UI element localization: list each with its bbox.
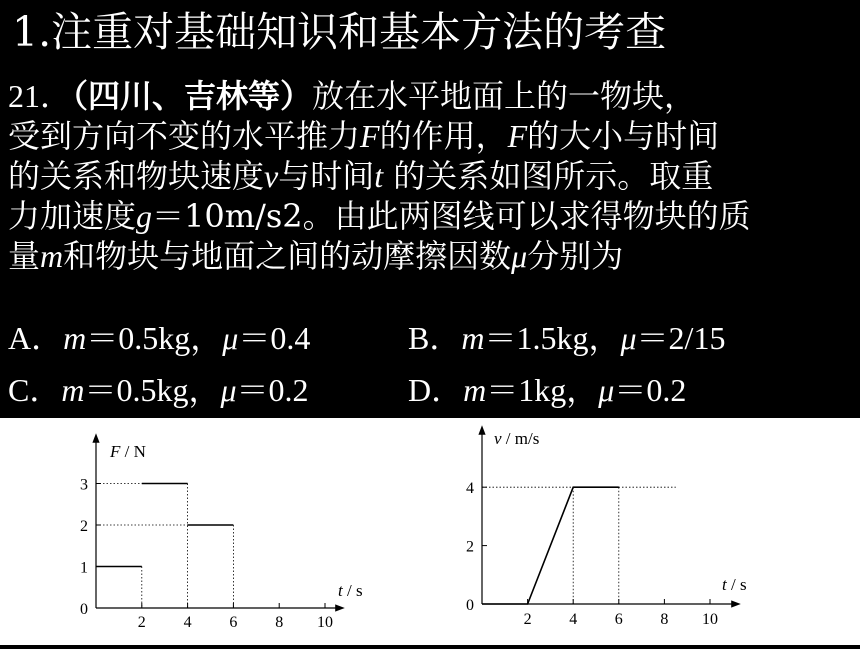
question-line-3 xyxy=(8,156,860,196)
question-text-5a: 量 xyxy=(8,237,41,275)
symbol-t: t xyxy=(374,158,384,194)
force-y-label: F / N xyxy=(110,442,146,461)
option-b[interactable] xyxy=(408,312,725,364)
velocity-y-tick-label: 4 xyxy=(466,480,474,498)
velocity-y-label: v / m/s xyxy=(494,429,540,448)
question-line-1 xyxy=(8,76,860,116)
option-a[interactable] xyxy=(8,312,408,364)
question-text-2b: 的作用， xyxy=(379,117,508,155)
option-mass: ＝0.5kg， xyxy=(84,372,221,408)
velocity-x-tick-label: 2 xyxy=(523,611,532,628)
velocity-line xyxy=(482,487,619,604)
velocity-x-tick-label: 4 xyxy=(569,611,578,628)
symbol-g: g xyxy=(136,198,153,234)
option-mass: ＝0.5kg， xyxy=(86,320,223,356)
force-x-tick-label: 4 xyxy=(183,614,192,631)
option-d[interactable] xyxy=(408,364,686,416)
force-y-tick-label: 3 xyxy=(80,476,88,494)
options-row-1 xyxy=(8,312,725,364)
velocity-x-tick-label: 6 xyxy=(614,611,623,628)
velocity-x-tick-label: 10 xyxy=(702,611,718,628)
option-letter: C． xyxy=(8,372,62,408)
answer-options xyxy=(8,312,725,416)
question-source: （四川、吉林等） xyxy=(72,77,313,115)
velocity-y-tick-label: 2 xyxy=(466,538,474,556)
option-mu-value: ＝0.2 xyxy=(236,372,309,408)
velocity-x-label: t / s xyxy=(722,575,747,594)
question-text-5c: 分别为 xyxy=(527,237,624,275)
symbol-m: m xyxy=(63,320,87,356)
velocity-plot xyxy=(466,480,718,628)
option-mu-value: ＝2/15 xyxy=(636,320,726,356)
velocity-origin-label: 0 xyxy=(466,597,474,614)
force-x-tick-label: 6 xyxy=(229,614,238,631)
symbol-mu: μ xyxy=(598,372,615,408)
symbol-F: F xyxy=(507,118,528,154)
symbol-F: F xyxy=(360,118,380,154)
symbol-m: m xyxy=(461,320,485,356)
symbol-mu: μ xyxy=(220,372,237,408)
slide-title: 1.注重对基础知识和基本方法的考查 xyxy=(12,8,667,56)
velocity-time-graph xyxy=(466,429,747,628)
question-text-1: 放在水平地面上的一物块， xyxy=(312,77,697,115)
symbol-mu: μ xyxy=(222,320,239,356)
symbol-mu: μ xyxy=(511,238,528,274)
force-x-label: t / s xyxy=(338,581,363,600)
symbol-m: m xyxy=(61,372,85,408)
question-line-4 xyxy=(8,196,860,236)
question-line-2 xyxy=(8,116,860,156)
question-text-2a: 受到方向不变的水平推力 xyxy=(8,117,361,155)
force-y-tick-label: 2 xyxy=(80,518,88,535)
graphs-panel xyxy=(0,418,860,645)
question-text-3a: 的关系和物块速度 xyxy=(8,157,265,195)
option-c[interactable] xyxy=(8,364,408,416)
question-text-4b: ＝10m/s2。由此两图线可以求得物块的质 xyxy=(152,197,751,235)
graphs-svg xyxy=(0,418,860,645)
question-text-3c: 的关系如图所示。取重 xyxy=(383,157,714,195)
force-x-tick-label: 8 xyxy=(275,614,284,631)
symbol-mu: μ xyxy=(620,320,637,356)
force-x-tick-label: 2 xyxy=(137,614,146,631)
force-time-graph xyxy=(80,438,363,631)
option-letter: D． xyxy=(408,372,464,408)
force-x-tick-label: 10 xyxy=(317,614,333,631)
question-text xyxy=(8,76,860,276)
option-letter: A． xyxy=(8,320,64,356)
force-y-tick-label: 1 xyxy=(80,559,88,577)
question-text-2c: 的大小与时间 xyxy=(527,117,720,155)
options-row-2 xyxy=(8,364,725,416)
question-line-5 xyxy=(8,236,860,276)
option-mass: ＝1.5kg， xyxy=(484,320,621,356)
symbol-v: v xyxy=(264,158,279,194)
question-text-4a: 力加速度 xyxy=(8,197,137,235)
option-letter: B． xyxy=(408,320,462,356)
symbol-m: m xyxy=(463,372,487,408)
question-text-3b: 与时间 xyxy=(278,157,375,195)
question-number: 21． xyxy=(8,78,73,114)
symbol-m: m xyxy=(40,238,64,274)
option-mu-value: ＝0.4 xyxy=(238,320,311,356)
option-mass: ＝1kg， xyxy=(486,372,599,408)
velocity-x-tick-label: 8 xyxy=(660,611,669,628)
force-origin-label: 0 xyxy=(80,601,88,618)
option-mu-value: ＝0.2 xyxy=(614,372,687,408)
question-text-5b: 和物块与地面之间的动摩擦因数 xyxy=(63,237,512,275)
